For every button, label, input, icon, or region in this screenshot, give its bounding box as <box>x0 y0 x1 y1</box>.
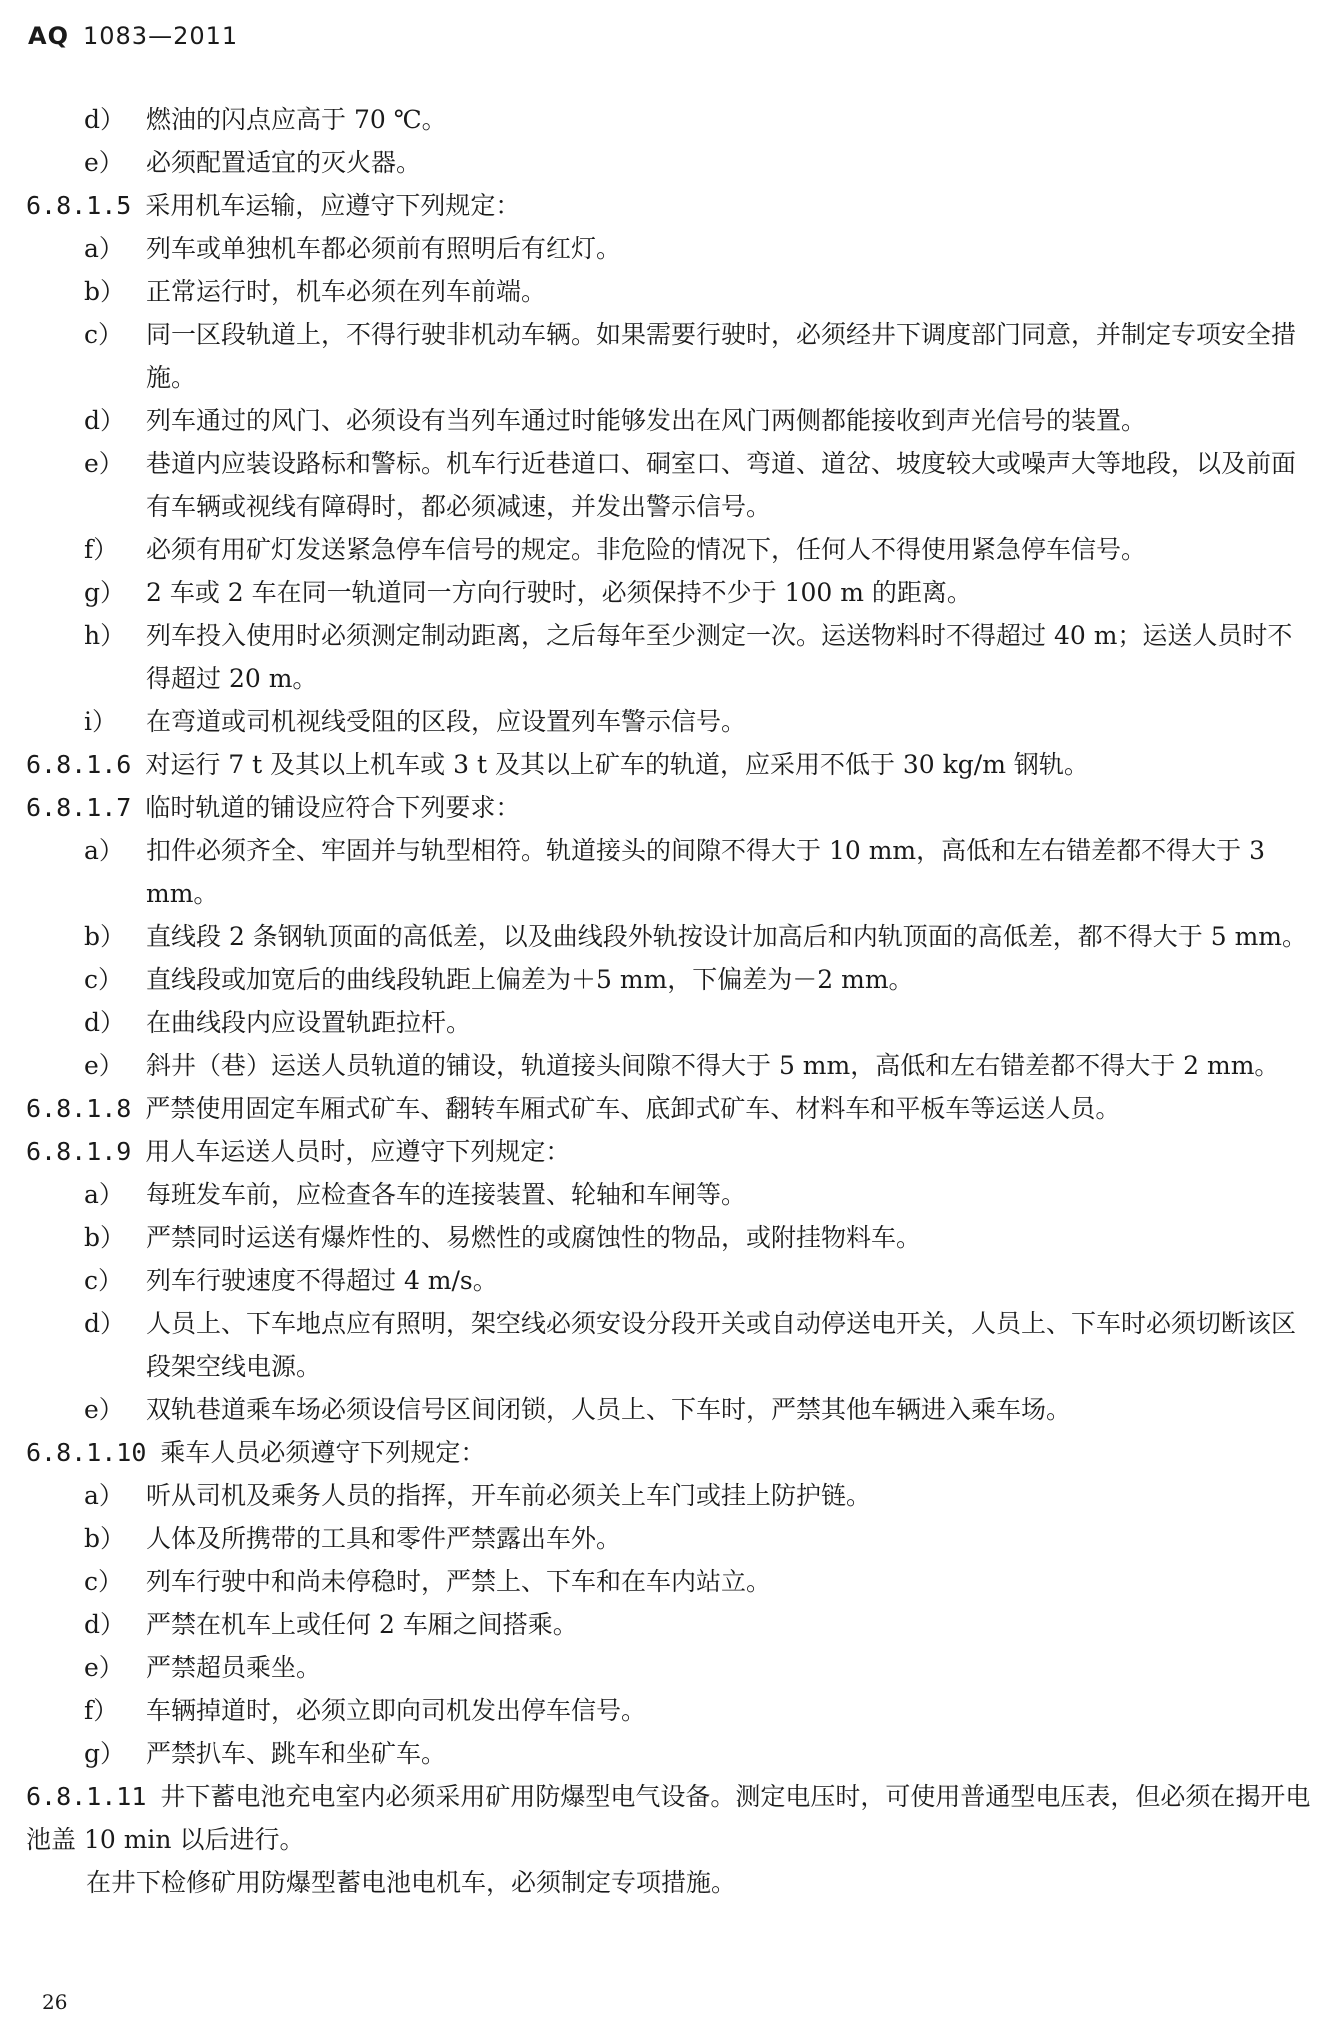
list-item-text: 列车行驶中和尚未停稳时，严禁上、下车和在车内站立。 <box>146 1567 772 1596</box>
list-item <box>26 399 1316 442</box>
page-header <box>28 22 238 50</box>
clause <box>26 1775 1316 1861</box>
list-marker: d） <box>84 406 126 435</box>
clause-text: 严禁使用固定车厢式矿车、翻转车厢式矿车、底卸式矿车、材料车和平板车等运送人员。 <box>145 1094 1121 1123</box>
list-marker: a） <box>84 234 124 263</box>
clause-number: 6.8.1.10 <box>26 1438 147 1467</box>
list-marker: g） <box>84 578 126 607</box>
clause-text: 用人车运送人员时，应遵守下列规定： <box>145 1137 571 1166</box>
document-body <box>26 98 1316 1904</box>
list-item <box>26 700 1316 743</box>
list-item <box>26 1259 1316 1302</box>
list-marker: b） <box>84 922 126 951</box>
list-item-text: 正常运行时，机车必须在列车前端。 <box>146 277 547 306</box>
list-item-text: 严禁超员乘坐。 <box>146 1653 322 1682</box>
list-item-text: 同一区段轨道上，不得行驶非机动车辆。如果需要行驶时，必须经井下调度部门同意，并制定专项安全措施。 <box>146 320 1297 392</box>
list-item <box>26 1560 1316 1603</box>
list-item-text: 必须配置适宜的灭火器。 <box>146 148 422 177</box>
list-item-text: 巷道内应装设路标和警标。机车行近巷道口、硐室口、弯道、道岔、坡度较大或噪声大等地段，以及前面有车辆或视线有障碍时，都必须减速，并发出警示信号。 <box>146 449 1297 521</box>
list-item-text: 2 车或 2 车在同一轨道同一方向行驶时，必须保持不少于 100 m 的距离。 <box>146 578 972 607</box>
list-item <box>26 1001 1316 1044</box>
clause-number: 6.8.1.5 <box>26 191 132 220</box>
list-item <box>26 571 1316 614</box>
list-marker: g） <box>84 1739 126 1768</box>
list-item-text: 扣件必须齐全、牢固并与轨型相符。轨道接头的间隙不得大于 10 mm，高低和左右错差都不得大于 3 mm。 <box>146 836 1265 908</box>
list-item <box>26 1517 1316 1560</box>
standard-code: AQ <box>28 22 69 50</box>
clause-number: 6.8.1.9 <box>26 1137 132 1166</box>
list-item-text: 直线段 2 条钢轨顶面的高低差，以及曲线段外轨按设计加高后和内轨顶面的高低差，都不得大于 5 mm。 <box>146 922 1308 951</box>
list-item <box>26 1302 1316 1388</box>
page-number: 26 <box>42 1990 68 2014</box>
list-item-text: 严禁扒车、跳车和坐矿车。 <box>146 1739 447 1768</box>
list-marker: f） <box>84 1696 119 1725</box>
list-item <box>26 141 1316 184</box>
list-marker: d） <box>84 105 126 134</box>
list-item-text: 听从司机及乘务人员的指挥，开车前必须关上车门或挂上防护链。 <box>146 1481 872 1510</box>
list-item <box>26 958 1316 1001</box>
list-item-text: 在曲线段内应设置轨距拉杆。 <box>146 1008 472 1037</box>
clause-number: 6.8.1.8 <box>26 1094 132 1123</box>
list-item-text: 斜井（巷）运送人员轨道的铺设，轨道接头间隙不得大于 5 mm，高低和左右错差都不得大于 2 mm。 <box>146 1051 1280 1080</box>
list-item <box>26 1044 1316 1087</box>
list-marker: e） <box>84 1051 124 1080</box>
list-marker: e） <box>84 1395 124 1424</box>
list-marker: d） <box>84 1610 126 1639</box>
clause-text: 乘车人员必须遵守下列规定： <box>160 1438 486 1467</box>
clause-number: 6.8.1.11 <box>26 1782 147 1811</box>
clause <box>26 743 1316 786</box>
list-marker: e） <box>84 1653 124 1682</box>
clause <box>26 1431 1316 1474</box>
clause <box>26 1130 1316 1173</box>
list-item <box>26 227 1316 270</box>
clause <box>26 184 1316 227</box>
list-item <box>26 829 1316 915</box>
clause-number: 6.8.1.6 <box>26 750 132 779</box>
list-marker: a） <box>84 836 124 865</box>
list-item-text: 在弯道或司机视线受阻的区段，应设置列车警示信号。 <box>146 707 747 736</box>
list-marker: c） <box>84 1266 124 1295</box>
list-item-text: 必须有用矿灯发送紧急停车信号的规定。非危险的情况下，任何人不得使用紧急停车信号。 <box>146 535 1147 564</box>
list-marker: b） <box>84 1223 126 1252</box>
list-item <box>26 614 1316 700</box>
list-item-text: 列车通过的风门、必须设有当列车通过时能够发出在风门两侧都能接收到声光信号的装置。 <box>146 406 1147 435</box>
list-marker: b） <box>84 1524 126 1553</box>
list-item <box>26 270 1316 313</box>
list-item-text: 人体及所携带的工具和零件严禁露出车外。 <box>146 1524 622 1553</box>
list-item <box>26 98 1316 141</box>
list-item-text: 燃油的闪点应高于 70 ℃。 <box>146 105 447 134</box>
list-marker: a） <box>84 1481 124 1510</box>
list-item <box>26 313 1316 399</box>
list-item <box>26 1603 1316 1646</box>
paragraph: 在井下检修矿用防爆型蓄电池电机车，必须制定专项措施。 <box>86 1868 737 1897</box>
list-marker: e） <box>84 148 124 177</box>
list-item-text: 人员上、下车地点应有照明，架空线必须安设分段开关或自动停送电开关，人员上、下车时必须切断该区段架空线电源。 <box>146 1309 1297 1381</box>
list-item-text: 直线段或加宽后的曲线段轨距上偏差为＋5 mm，下偏差为－2 mm。 <box>146 965 914 994</box>
list-marker: e） <box>84 449 124 478</box>
list-marker: d） <box>84 1309 126 1338</box>
list-marker: f） <box>84 535 119 564</box>
list-item <box>26 915 1316 958</box>
list-marker: h） <box>84 621 126 650</box>
list-item-text: 严禁同时运送有爆炸性的、易燃性的或腐蚀性的物品，或附挂物料车。 <box>146 1223 922 1252</box>
list-item-text: 每班发车前，应检查各车的连接装置、轮轴和车闸等。 <box>146 1180 747 1209</box>
clause <box>26 786 1316 829</box>
list-marker: a） <box>84 1180 124 1209</box>
list-item-text: 严禁在机车上或任何 2 车厢之间搭乘。 <box>146 1610 578 1639</box>
clause <box>26 1087 1316 1130</box>
list-marker: c） <box>84 965 124 994</box>
clause-text: 采用机车运输，应遵守下列规定： <box>145 191 521 220</box>
list-item-text: 列车行驶速度不得超过 4 m/s。 <box>146 1266 498 1295</box>
list-item <box>26 1173 1316 1216</box>
list-item <box>26 1388 1316 1431</box>
clause-text: 对运行 7 t 及其以上机车或 3 t 及其以上矿车的轨道，应采用不低于 30 kg/m 钢轨。 <box>145 750 1089 779</box>
list-marker: b） <box>84 277 126 306</box>
clause-number: 6.8.1.7 <box>26 793 132 822</box>
list-marker: c） <box>84 320 124 349</box>
list-item-text: 列车或单独机车都必须前有照明后有红灯。 <box>146 234 622 263</box>
list-item <box>26 528 1316 571</box>
clause-text: 临时轨道的铺设应符合下列要求： <box>145 793 521 822</box>
list-item-text: 双轨巷道乘车场必须设信号区间闭锁，人员上、下车时，严禁其他车辆进入乘车场。 <box>146 1395 1072 1424</box>
list-item <box>26 1216 1316 1259</box>
list-item <box>26 1732 1316 1775</box>
list-item-text: 列车投入使用时必须测定制动距离，之后每年至少测定一次。运送物料时不得超过 40 m；运送人员时不得超过 20 m。 <box>146 621 1293 693</box>
list-marker: c） <box>84 1567 124 1596</box>
list-item <box>26 442 1316 528</box>
standard-number: 1083—2011 <box>82 22 239 50</box>
list-item <box>26 1646 1316 1689</box>
list-item-text: 车辆掉道时，必须立即向司机发出停车信号。 <box>146 1696 647 1725</box>
list-item <box>26 1689 1316 1732</box>
list-item <box>26 1474 1316 1517</box>
list-marker: d） <box>84 1008 126 1037</box>
clause-text: 井下蓄电池充电室内必须采用矿用防爆型电气设备。测定电压时，可使用普通型电压表，但必须在揭开电池盖 10 min 以后进行。 <box>26 1782 1311 1854</box>
list-marker: i） <box>84 707 117 736</box>
